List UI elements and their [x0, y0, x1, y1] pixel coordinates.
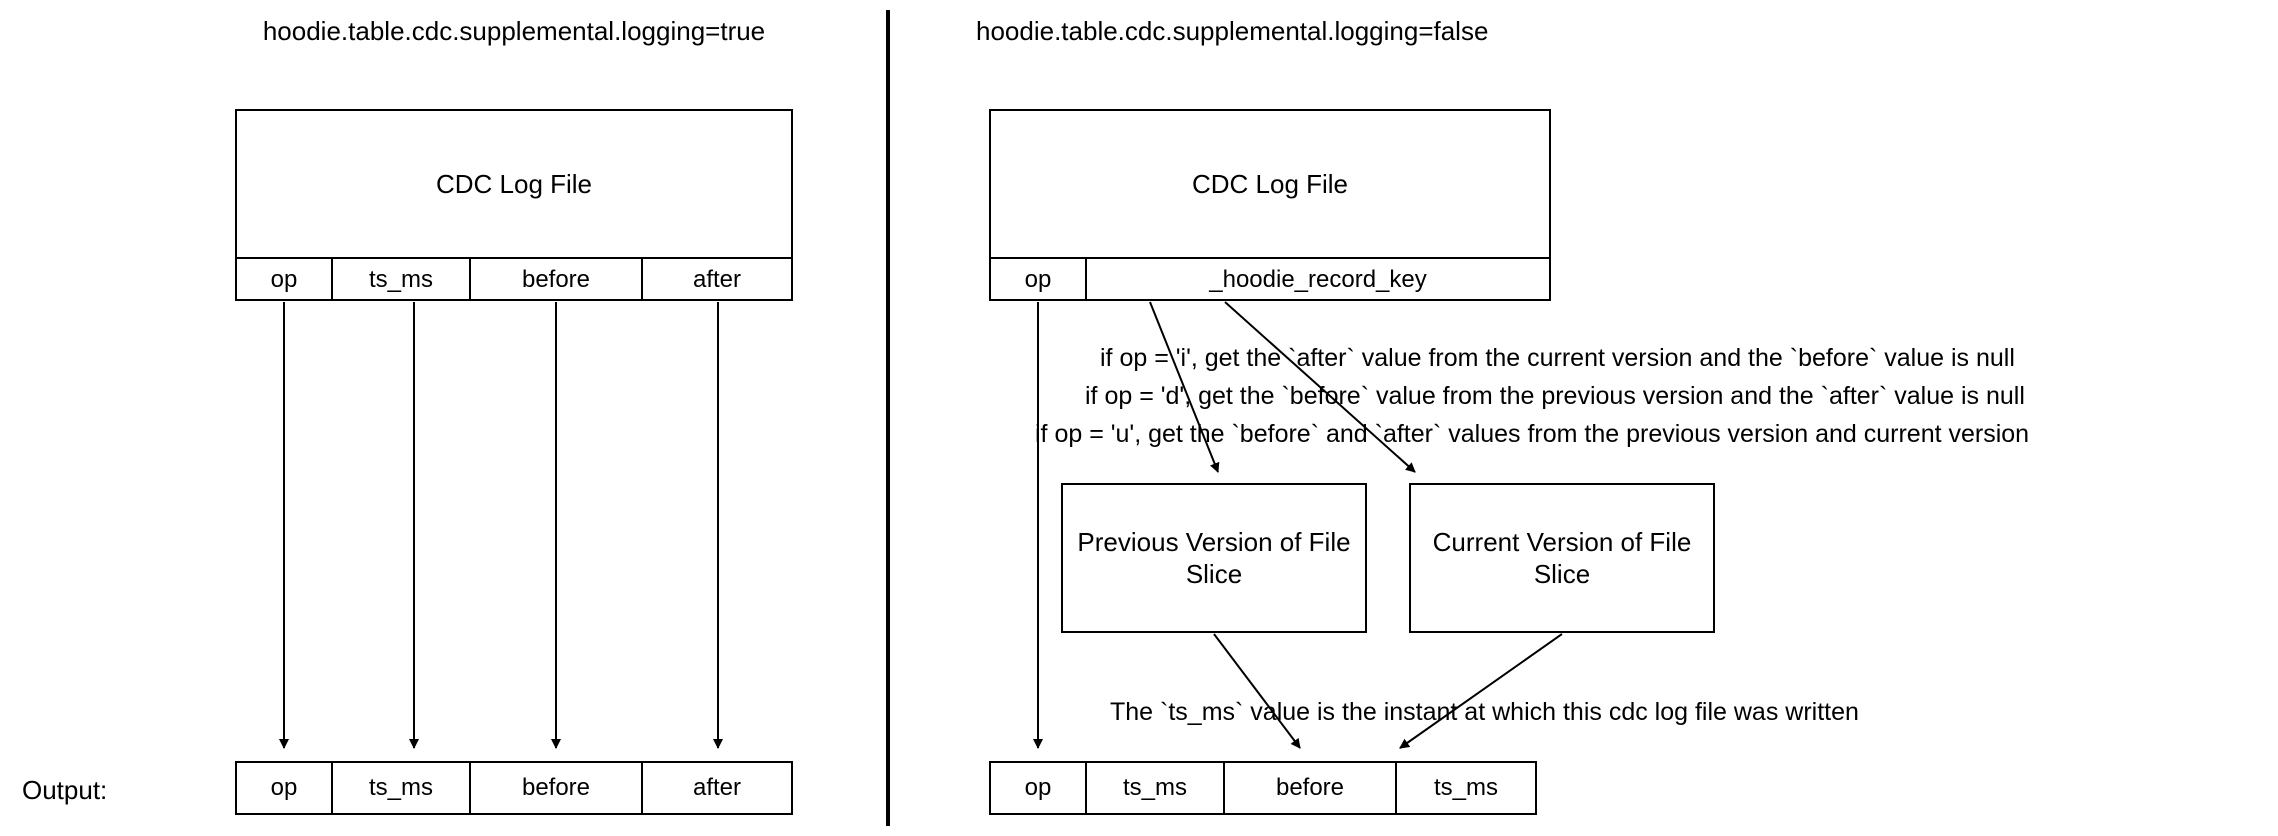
- right-output-cell-op: op: [1024, 774, 1052, 801]
- left-schema-cell-before: before: [521, 266, 591, 293]
- left-cdc-log-label: CDC Log File: [435, 168, 593, 199]
- rule-insert: if op = 'i', get the `after` value from the current version and the `before` value is null: [1100, 344, 2015, 372]
- output-caption: Output:: [22, 775, 108, 805]
- previous-version-label: Previous Version of File Slice: [1077, 526, 1351, 589]
- left-output-cell-ts-ms: ts_ms: [368, 774, 433, 801]
- left-output-cell-before: before: [521, 774, 591, 801]
- right-output-cell-ts-ms: ts_ms: [1122, 774, 1187, 801]
- left-schema-cell-after: after: [692, 266, 742, 293]
- left-schema-cell-op: op: [270, 266, 298, 293]
- right-schema-cell-record-key: _hoodie_record_key: [1209, 266, 1427, 293]
- arrow-previous-to-output: [1214, 634, 1300, 748]
- ts-ms-note: The `ts_ms` value is the instant at which this cdc log file was written: [1110, 698, 1859, 726]
- left-panel-heading: hoodie.table.cdc.supplemental.logging=true: [262, 16, 766, 46]
- right-output-cell-ts-ms-2: ts_ms: [1433, 774, 1498, 801]
- rule-update: if op = 'u', get the `before` and `after` values from the previous version and current version: [1035, 420, 2030, 448]
- right-panel-heading: hoodie.table.cdc.supplemental.logging=false: [976, 16, 1489, 46]
- left-output-cell-after: after: [692, 774, 742, 801]
- arrow-current-to-output: [1400, 634, 1562, 748]
- left-schema-cell-ts-ms: ts_ms: [368, 266, 433, 293]
- left-output-cell-op: op: [270, 774, 298, 801]
- rule-delete: if op = 'd', get the `before` value from the previous version and the `after` value is null: [1085, 382, 2025, 410]
- right-schema-cell-op: op: [1024, 266, 1052, 293]
- right-output-cell-before: before: [1275, 774, 1345, 801]
- current-version-label: Current Version of File Slice: [1432, 526, 1692, 589]
- right-cdc-log-label: CDC Log File: [1191, 168, 1349, 199]
